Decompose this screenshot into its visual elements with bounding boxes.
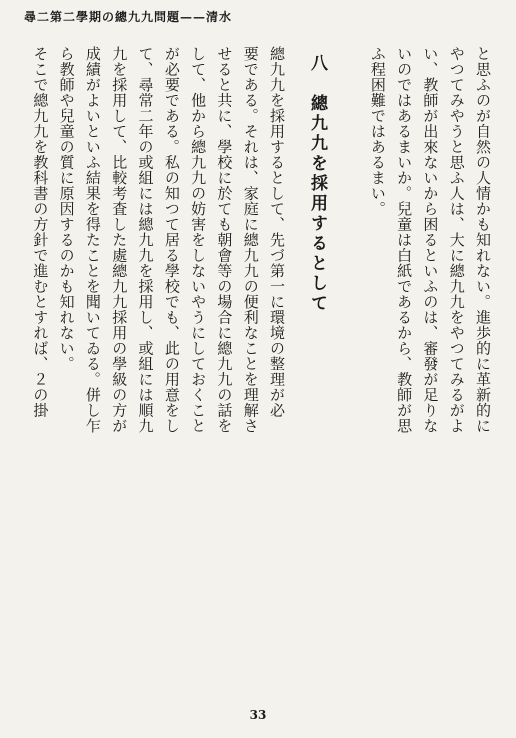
text-line: いのではあるまいか。兒童は白紙であるから、教師が思 — [395, 46, 414, 434]
text-line: い、教師が出來ないから困るといふのは、審發が足りな — [421, 46, 440, 434]
text-block-section8 — [28, 46, 290, 686]
text-line: 總九九を採用するとして、先づ第一に環境の整理が必 — [268, 46, 286, 418]
text-line: と思ふのが自然の人情かも知れない。進歩的に革新的に — [474, 46, 492, 434]
text-line: して、他から總九九の妨害をしないやうにしておくこと — [189, 46, 208, 434]
text-line: ふ程困難ではあるまい。 — [368, 46, 387, 217]
page-number: 33 — [249, 708, 267, 722]
running-header — [24, 8, 516, 28]
text-line: やつてみやうと思ふ人は、大に總九九をやつてみるがよ — [447, 46, 466, 434]
text-line: そこで總九九を教科書の方針で進むとすれば、２の掛 — [31, 46, 50, 418]
text-line: 九を採用して、比較考査した處總九九採用の學級の方が — [110, 46, 129, 434]
text-line: 要である。それは、家庭に總九九の便利なことを理解さ — [241, 46, 260, 434]
text-line: せると共に、學校に於ても朝會等の場合に總九九の話を — [215, 46, 234, 434]
text-line: ら教師や兒童の質に原因するのかも知れない。 — [57, 46, 76, 372]
text-line: 成績がよいといふ結果を得たことを聞いてゐる。併し乍 — [83, 46, 102, 434]
running-header-left: 尋二第二學期の總九九問題——清水 — [24, 10, 233, 24]
text-line: て、尋常二年の或組には總九九を採用し、或組には順九 — [136, 46, 155, 434]
section-heading-text: 八 總九九を採用するとして — [307, 54, 327, 314]
text-line: が必要である。私の知つて居る學校でも、此の用意をし — [162, 46, 181, 434]
text-block-upper-right — [340, 46, 496, 686]
section-heading — [297, 54, 337, 654]
